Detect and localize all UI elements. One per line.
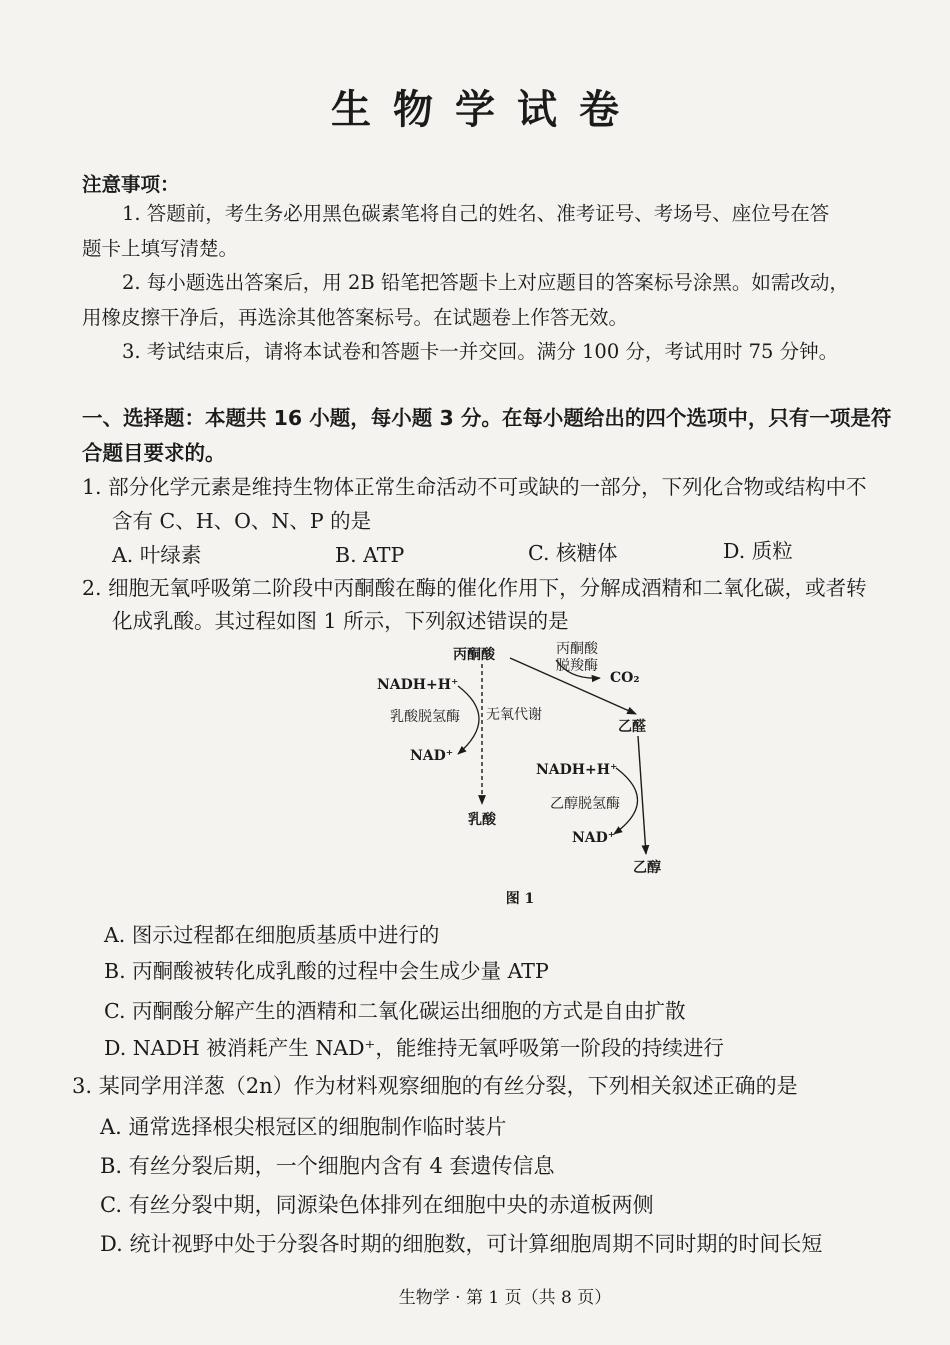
label-lactate: 乳酸 xyxy=(468,812,496,828)
notice-item-2-line-1: 2. 每小题选出答案后，用 2B 铅笔把答题卡上对应题目的答案标号涂黑。如需改动， xyxy=(122,271,849,294)
label-pyruvate: 丙酮酸 xyxy=(453,647,495,663)
q1-option-a: A. 叶绿素 xyxy=(112,543,202,567)
label-nad-2: NAD⁺ xyxy=(572,830,616,846)
label-nadh-1: NADH+H⁺ xyxy=(377,677,459,693)
figure-1-caption: 图 1 xyxy=(505,891,535,907)
page-footer: 生物学 · 第 1 页（共 8 页） xyxy=(398,1288,612,1308)
q1-stem-line-2: 含有 C、H、O、N、P 的是 xyxy=(112,509,372,533)
section-1-heading-line-1: 一、选择题：本题共 16 小题，每小题 3 分。在每小题给出的四个选项中，只有一项是符 xyxy=(82,406,892,430)
q1-option-c: C. 核糖体 xyxy=(528,541,618,565)
q1-option-d: D. 质粒 xyxy=(723,539,793,563)
label-anaerobic-metabolism: 无氧代谢 xyxy=(486,707,542,723)
label-alcohol-dehydrogenase: 乙醇脱氢酶 xyxy=(550,796,620,812)
q2-option-d: D. NADH 被消耗产生 NAD⁺，能维持无氧呼吸第一阶段的持续进行 xyxy=(104,1036,724,1060)
q1-stem-line-1: 1. 部分化学元素是维持生物体正常生命活动不可或缺的一部分，下列化合物或结构中不 xyxy=(82,475,867,499)
notice-item-1-line-2: 题卡上填写清楚。 xyxy=(82,237,239,260)
acetaldehyde-to-ethanol-arrow xyxy=(638,736,646,854)
label-ethanol: 乙醇 xyxy=(633,860,661,876)
label-nadh-2: NADH+H⁺ xyxy=(536,762,618,778)
label-co2: CO₂ xyxy=(610,670,640,686)
label-acetaldehyde: 乙醛 xyxy=(618,719,646,735)
q3-option-b: B. 有丝分裂后期，一个细胞内含有 4 套遗传信息 xyxy=(100,1154,555,1178)
q3-stem: 3. 某同学用洋葱（2n）作为材料观察细胞的有丝分裂，下列相关叙述正确的是 xyxy=(72,1074,798,1098)
q3-option-a: A. 通常选择根尖根冠区的细胞制作临时装片 xyxy=(100,1115,507,1139)
exam-title: 生物学试卷 xyxy=(331,87,641,133)
q2-option-c: C. 丙酮酸分解产生的酒精和二氧化碳运出细胞的方式是自由扩散 xyxy=(104,999,686,1023)
q3-option-c: C. 有丝分裂中期，同源染色体排列在细胞中央的赤道板两侧 xyxy=(100,1193,654,1217)
section-1-heading-line-2: 合题目要求的。 xyxy=(82,441,226,465)
q3-option-d: D. 统计视野中处于分裂各时期的细胞数，可计算细胞周期不同时期的时间长短 xyxy=(100,1232,823,1256)
label-decarboxylase-line-1: 丙酮酸 xyxy=(556,641,598,657)
nadh-to-nad-arrow-lactate xyxy=(458,686,479,754)
q2-stem-line-2: 化成乳酸。其过程如图 1 所示，下列叙述错误的是 xyxy=(112,609,569,633)
notice-item-3: 3. 考试结束后，请将本试卷和答题卡一并交回。满分 100 分，考试用时 75 分钟。 xyxy=(122,340,839,363)
label-lactate-dehydrogenase: 乳酸脱氢酶 xyxy=(390,709,460,725)
label-nad-1: NAD⁺ xyxy=(410,748,454,764)
notice-item-2-line-2: 用橡皮擦干净后，再选涂其他答案标号。在试题卷上作答无效。 xyxy=(82,306,629,329)
figure-1-anaerobic-respiration-diagram xyxy=(360,636,680,896)
notice-heading: 注意事项： xyxy=(82,173,180,196)
q1-option-b: B. ATP xyxy=(335,543,405,567)
label-decarboxylase-line-2: 脱羧酶 xyxy=(556,658,598,674)
notice-item-1-line-1: 1. 答题前，考生务必用黑色碳素笔将自己的姓名、准考证号、考场号、座位号在答 xyxy=(122,202,830,225)
q2-option-b: B. 丙酮酸被转化成乳酸的过程中会生成少量 ATP xyxy=(104,959,549,983)
q2-option-a: A. 图示过程都在细胞质基质中进行的 xyxy=(104,923,440,947)
q2-stem-line-1: 2. 细胞无氧呼吸第二阶段中丙酮酸在酶的催化作用下，分解成酒精和二氧化碳，或者转 xyxy=(82,576,867,600)
